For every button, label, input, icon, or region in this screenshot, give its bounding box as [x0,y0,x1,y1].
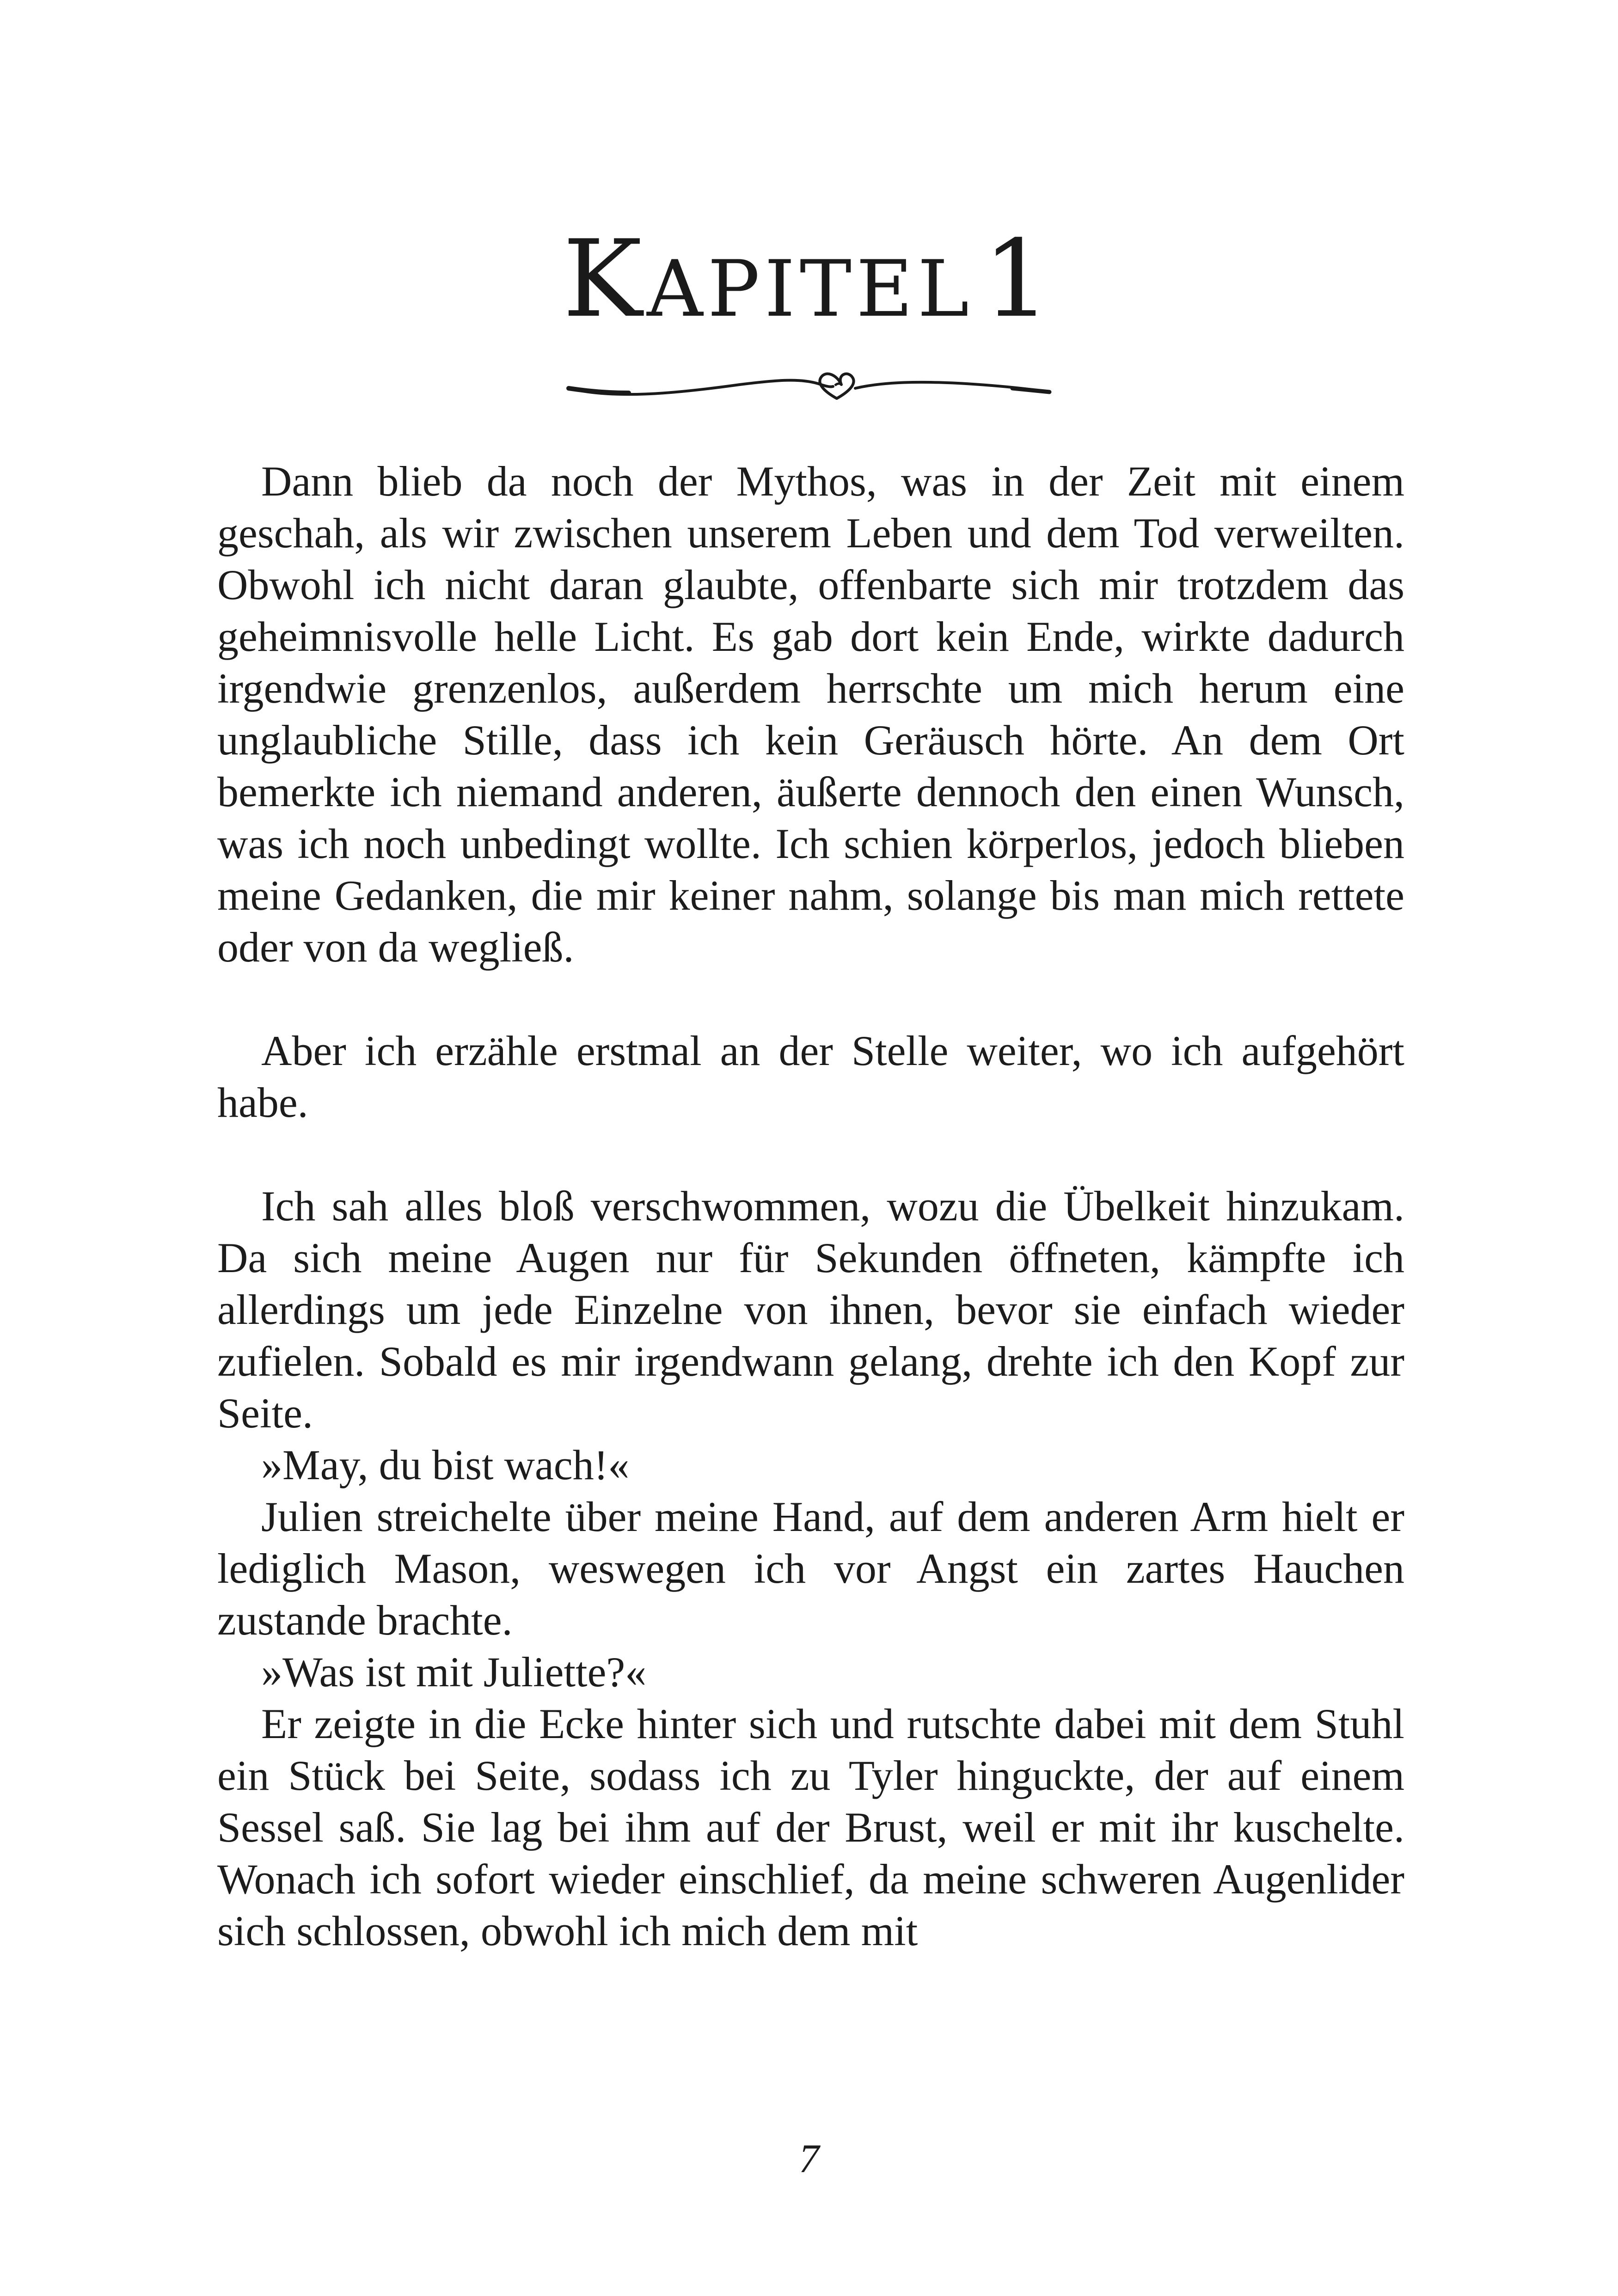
heart-flourish-icon [559,356,1059,407]
chapter-title-number: 1 [983,218,1055,341]
paragraph: Er zeigte in die Ecke hinter sich und rutschte dabei mit dem Stuhl ein Stück bei Seite, sodass ich zu Tyler hinguckte, der auf einem Sessel saß. Sie lag bei ihm auf der Brust, weil er mit ihr kuschelte. Wonach ich sofort wieder einschlief, da meine schweren Augenlider sich schlossen, obwohl ich mich dem mit [217,1700,1404,1954]
chapter-title-initial: K [563,218,647,341]
paragraph: Ich sah alles bloß verschwommen, wozu die Übelkeit hinzukam. Da sich meine Augen nur für Sekunden öffneten, kämpfte ich allerdings um jede Einzelne von ihnen, bevor sie einfach wieder zufielen. Sobald es mir irgendwann gelang, drehte ich den Kopf zur Seite. [217,1182,1404,1437]
dialogue-line: »Was ist mit Juliette?« [261,1648,647,1696]
page-number: 7 [799,2137,819,2181]
chapter-body [217,455,1404,1957]
dialogue-line: »May, du bist wach!« [261,1441,630,1488]
chapter-title-word: APITEL [647,244,974,334]
paragraph: Dann blieb da noch der Mythos, was in der Zeit mit einem geschah, als wir zwischen unserem Leben und dem Tod verweilten. Obwohl ich nicht daran glaubte, offenbarte sich mir trotzdem das geheimnisvolle helle Licht. Es gab dort kein Ende, wirkte dadurch irgendwie grenzenlos, außerdem herrschte um mich herum eine unglaubliche Stille, dass ich kein Geräusch hörte. An dem Ort bemerkte ich niemand anderen, äußerte dennoch den einen Wunsch, was ich noch unbedingt wollte. Ich schien körperlos, jedoch blieben meine Gedanken, die mir keiner nahm, solange bis man mich rettete oder von da wegließ. [217,458,1404,971]
paragraph: Aber ich erzähle erstmal an der Stelle weiter, wo ich aufgehört habe. [217,1027,1404,1126]
paragraph: Julien streichelte über meine Hand, auf dem anderen Arm hielt er lediglich Mason, weswegen ich vor Angst ein zartes Hauchen zustande brachte. [217,1493,1404,1644]
chapter-title [0,218,1618,341]
